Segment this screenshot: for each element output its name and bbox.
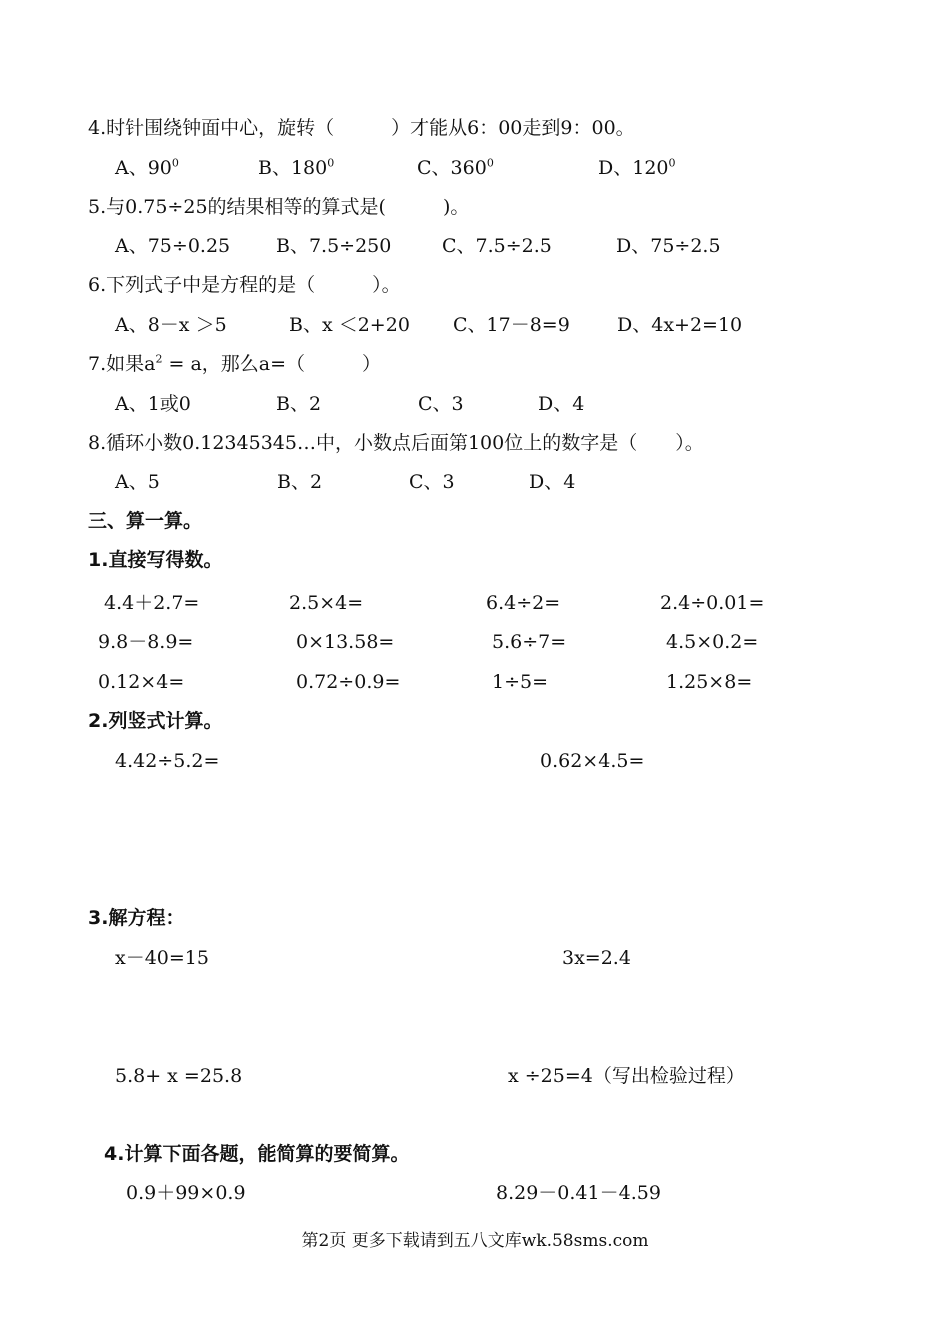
equation-item: 5.8+ x =25.8 (115, 1065, 243, 1087)
mental-math-item: 1.25×8= (666, 671, 753, 693)
q6-option-a: A、8－x ＞5 (115, 314, 227, 336)
q8-stem: 8.循环小数0.12345345…中，小数点后面第100位上的数字是（ ）。 (88, 432, 704, 454)
q4-option-a: A、$90^0$ (115, 156, 179, 179)
equation-item: x－40=15 (115, 947, 209, 969)
q7-option-b: B、2 (276, 393, 322, 415)
simplify-calc-item: 8.29－0.41－4.59 (496, 1182, 661, 1204)
page-footer: 第2页 更多下载请到五八文库wk.58sms.com (301, 1231, 649, 1251)
mental-math-item: 0.12×4= (98, 671, 185, 693)
q5-stem: 5.与0.75÷25的结果相等的算式是( )。 (88, 196, 470, 218)
q7-option-a: A、1或0 (115, 393, 191, 415)
mental-math-item: 0.72÷0.9= (296, 671, 401, 693)
equation-item: x ÷25=4（写出检验过程） (508, 1065, 745, 1087)
q4-stem: 4.时针围绕钟面中心，旋转（ ）才能从6：00走到9：00。 (88, 117, 635, 139)
mental-math-item: 6.4÷2= (486, 592, 561, 614)
part-1-title: 1.直接写得数。 (88, 549, 223, 571)
q7-option-c: C、3 (418, 393, 464, 415)
q8-option-c: C、3 (409, 471, 455, 493)
mental-math-item: 4.5×0.2= (666, 631, 759, 653)
vertical-calc-item: 4.42÷5.2= (115, 750, 220, 772)
q6-stem: 6.下列式子中是方程的是（ ）。 (88, 274, 401, 296)
q4-option-d: D、$120^0$ (598, 156, 676, 179)
q6-option-d: D、4x+2=10 (617, 314, 743, 336)
q7-stem: 7.如果$a^2 = a$，那么a=（ ） (88, 352, 382, 375)
mental-math-item: 2.5×4= (289, 592, 364, 614)
part-3-title: 3.解方程： (88, 907, 185, 929)
q7-option-d: D、4 (538, 393, 585, 415)
q5-option-a: A、75÷0.25 (115, 235, 231, 257)
simplify-calc-item: 0.9＋99×0.9 (126, 1182, 246, 1204)
q4-option-b: B、$180^0$ (258, 156, 335, 179)
q5-option-b: B、7.5÷250 (276, 235, 392, 257)
q6-option-c: C、17－8=9 (453, 314, 570, 336)
mental-math-item: 9.8－8.9= (98, 631, 194, 653)
q5-option-c: C、7.5÷2.5 (442, 235, 552, 257)
vertical-calc-item: 0.62×4.5= (540, 750, 645, 772)
q8-option-d: D、4 (529, 471, 576, 493)
section-3-title: 三、算一算。 (88, 510, 203, 532)
mental-math-item: 5.6÷7= (492, 631, 567, 653)
q6-option-b: B、x ＜2+20 (289, 314, 410, 336)
equation-item: 3x=2.4 (562, 947, 631, 969)
q4-option-c: C、$360^0$ (417, 156, 494, 179)
q5-option-d: D、75÷2.5 (616, 235, 721, 257)
part-2-title: 2.列竖式计算。 (88, 710, 223, 732)
mental-math-item: 1÷5= (492, 671, 549, 693)
mental-math-item: 0×13.58= (296, 631, 395, 653)
q8-option-a: A、5 (115, 471, 160, 493)
part-4-title: 4.计算下面各题，能简算的要简算。 (104, 1143, 410, 1165)
mental-math-item: 4.4＋2.7= (104, 592, 200, 614)
q8-option-b: B、2 (277, 471, 323, 493)
mental-math-item: 2.4÷0.01= (660, 592, 765, 614)
